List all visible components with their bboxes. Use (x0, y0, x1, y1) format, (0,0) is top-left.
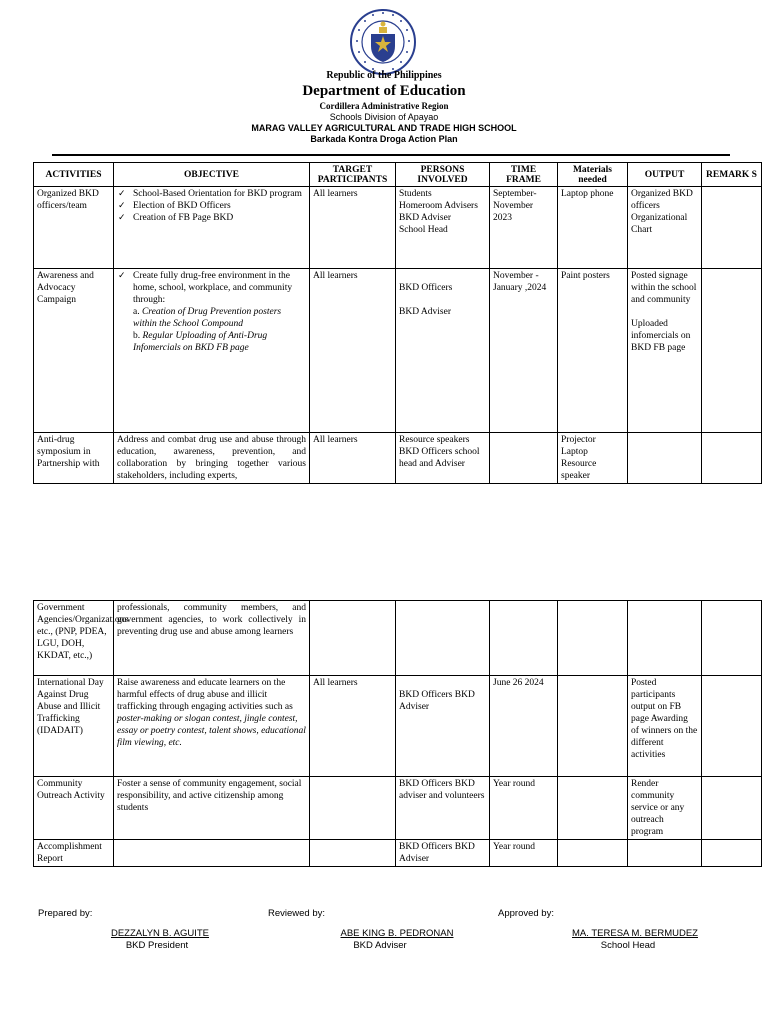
remarks-cell (702, 269, 762, 433)
objective-subitem-b (117, 330, 306, 354)
objective-examples: poster-making or slogan contest, jingle contest, essay or poetry contest, talent shows, educational film viewing, etc. (117, 714, 306, 748)
activity-cell: Organized BKD officers/team (34, 187, 114, 269)
activity-cell: Accomplishment Report (34, 840, 114, 867)
remarks-cell (702, 777, 762, 840)
target-cell: All learners (310, 433, 396, 484)
output-cell: Render community service or any outreach program (628, 777, 702, 840)
person-entry: BKD Officers (399, 283, 453, 293)
materials-cell: Laptop phone (558, 187, 628, 269)
department-heading: Department of Education (302, 83, 466, 99)
objective-cell (114, 269, 310, 433)
table-row (34, 676, 762, 777)
person-entry: BKD Adviser (399, 213, 451, 223)
division-heading: Schools Division of Apayao (329, 112, 439, 122)
activity-cell: Community Outreach Activity (34, 777, 114, 840)
time-cell: November - January ,2024 (490, 269, 558, 433)
school-heading: MARAG VALLEY AGRICULTURAL AND TRADE HIGH SCHOOL (251, 123, 517, 133)
persons-cell: BKD Officers BKD adviser and volunteers (396, 777, 490, 840)
person-entry: BKD Officers BKD Adviser (399, 690, 475, 712)
objective-item: ✓ Election of BKD Officers (133, 200, 306, 212)
remarks-cell (702, 840, 762, 867)
target-cell: All learners (310, 269, 396, 433)
materials-cell: Paint posters (558, 269, 628, 433)
col-header-materials: Materials needed (558, 163, 628, 187)
target-cell (310, 601, 396, 676)
subitem-text: Regular Uploading of Anti-Drug Infomercials on BKD FB page (133, 331, 268, 353)
persons-cell (396, 187, 490, 269)
col-header-persons: PERSONS INVOLVED (396, 163, 490, 187)
target-cell (310, 777, 396, 840)
objective-text: Raise awareness and educate learners on the harmful effects of drug abuse and illicit trafficking through engaging activities such as (117, 678, 293, 712)
activity-cell: Government Agencies/Organizations etc., (PNP, PDEA, LGU, DOH, KKDAT, etc.,) (34, 601, 114, 676)
person-entry: Homeroom Advisers (399, 201, 478, 211)
action-plan-table-continued (33, 600, 762, 867)
time-cell (490, 601, 558, 676)
col-header-output: OUTPUT (628, 163, 702, 187)
objective-subitem-a (117, 306, 306, 330)
remarks-cell (702, 433, 762, 484)
output-entry: Uploaded infomercials on BKD FB page (631, 319, 691, 353)
remarks-cell (702, 676, 762, 777)
subitem-prefix: b. (133, 331, 143, 341)
prepared-by-role: BKD President (125, 940, 189, 951)
col-header-time: TIME FRAME (490, 163, 558, 187)
time-cell: Year round (490, 777, 558, 840)
activity-cell: Awareness and Advocacy Campaign (34, 269, 114, 433)
time-cell: September-November 2023 (490, 187, 558, 269)
activity-cell: International Day Against Drug Abuse and Illicit Trafficking (IDADAIT) (34, 676, 114, 777)
reviewed-by-label: Reviewed by: (268, 908, 326, 919)
output-cell: Posted participants output on FB page Awarding of winners on the different activities (628, 676, 702, 777)
objective-cell: professionals, community members, and government agencies, to work collectively in preventing drug use and abuse among learners (114, 601, 310, 676)
persons-cell: Resource speakers BKD Officers school head and Adviser (396, 433, 490, 484)
header-divider (52, 154, 730, 156)
deped-seal-logo (349, 8, 417, 76)
output-cell (628, 840, 702, 867)
materials-cell (558, 601, 628, 676)
objective-item: ✓ Creation of FB Page BKD (133, 212, 306, 224)
materials-cell (558, 777, 628, 840)
objective-item: ✓ Create fully drug-free environment in the home, school, workplace, and community through: (133, 270, 306, 306)
approved-by-role: School Head (600, 940, 656, 951)
target-cell (310, 840, 396, 867)
materials-cell (558, 676, 628, 777)
approved-by-name: MA. TERESA M. BERMUDEZ (572, 928, 698, 939)
objective-cell: Address and combat drug use and abuse through education, awareness, prevention, and collaboration by bringing together various stakeholders, including experts, (114, 433, 310, 484)
person-entry: Students (399, 189, 432, 199)
objective-item: ✓ School-Based Orientation for BKD program (133, 188, 306, 200)
objective-cell (114, 840, 310, 867)
target-cell: All learners (310, 676, 396, 777)
activity-cell: Anti-drug symposium in Partnership with (34, 433, 114, 484)
remarks-cell (702, 601, 762, 676)
person-entry: BKD Adviser (399, 307, 451, 317)
objective-cell: Foster a sense of community engagement, social responsibility, and active citizenship among students (114, 777, 310, 840)
time-cell (490, 433, 558, 484)
persons-cell (396, 269, 490, 433)
remarks-cell (702, 187, 762, 269)
approved-by-label: Approved by: (498, 908, 554, 919)
table-row (34, 601, 762, 676)
table-header-row (34, 163, 762, 187)
subitem-text: Creation of Drug Prevention posters within the School Compound (133, 307, 282, 329)
objective-cell (114, 187, 310, 269)
materials-cell: Projector Laptop Resource speaker (558, 433, 628, 484)
prepared-by-name: DEZZALYN B. AGUITE (110, 928, 209, 939)
col-header-target: TARGET PARTICIPANTS (310, 163, 396, 187)
table-row (34, 840, 762, 867)
output-cell (628, 601, 702, 676)
republic-heading: Republic of the Philippines (326, 70, 442, 81)
materials-cell (558, 840, 628, 867)
output-cell (628, 269, 702, 433)
reviewed-by-name: ABE KING B. PEDRONAN (340, 928, 454, 939)
output-cell (628, 433, 702, 484)
table-row (34, 433, 762, 484)
person-entry: School Head (399, 225, 448, 235)
prepared-by-label: Prepared by: (38, 908, 93, 919)
table-row (34, 187, 762, 269)
plan-title: Barkada Kontra Droga Action Plan (310, 134, 458, 144)
table-row (34, 269, 762, 433)
reviewed-by-role: BKD Adviser (353, 940, 407, 951)
persons-cell: BKD Officers BKD Adviser (396, 840, 490, 867)
col-header-remarks: REMARK S (702, 163, 762, 187)
persons-cell (396, 601, 490, 676)
time-cell: Year round (490, 840, 558, 867)
action-plan-table (33, 162, 762, 484)
table-row (34, 777, 762, 840)
col-header-activities: ACTIVITIES (34, 163, 114, 187)
persons-cell (396, 676, 490, 777)
time-cell: June 26 2024 (490, 676, 558, 777)
output-entry: Posted signage within the school and community (631, 271, 697, 305)
objective-cell (114, 676, 310, 777)
output-cell: Organized BKD officers Organizational Chart (628, 187, 702, 269)
subitem-prefix: a. (133, 307, 142, 317)
region-heading: Cordillera Administrative Region (319, 101, 449, 111)
target-cell: All learners (310, 187, 396, 269)
col-header-objective: OBJECTIVE (114, 163, 310, 187)
